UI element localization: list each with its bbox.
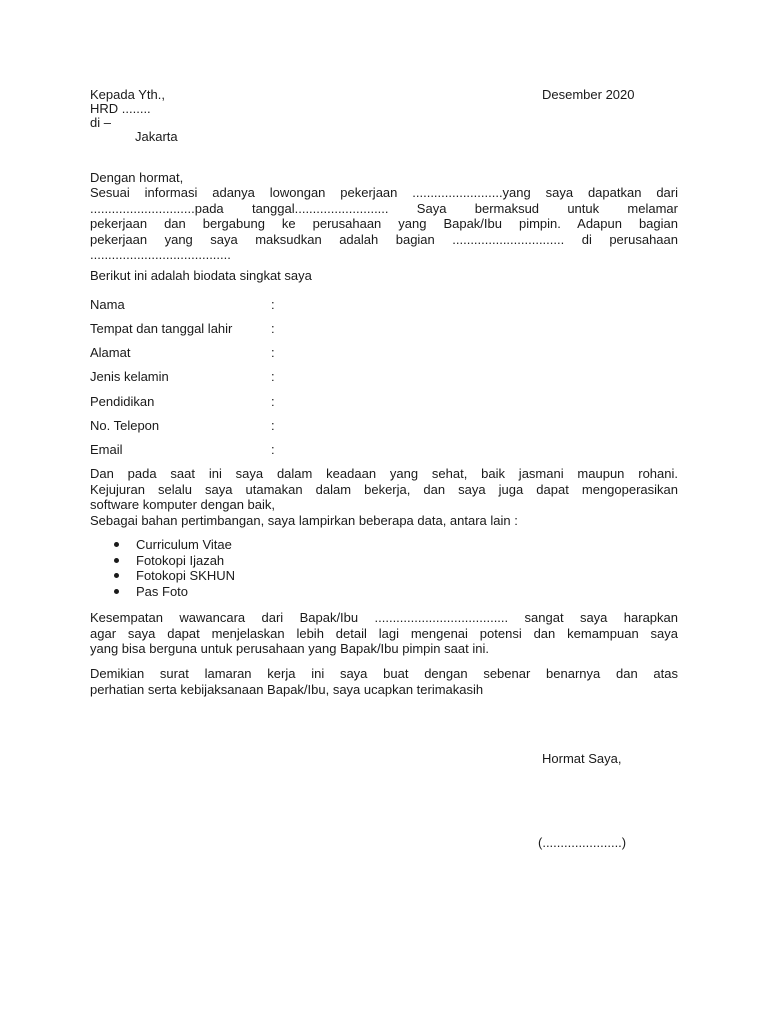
paragraph-line: Sebagai bahan pertimbangan, saya lampirkan beberapa data, antara lain : [90,512,518,528]
bullet-icon [114,542,119,547]
paragraph-line: pekerjaan yang saya maksudkan adalah bagian ............................... di perusahaan [90,231,678,247]
signature-salutation: Hormat Saya, [542,751,622,766]
biodata-colon: : [271,369,275,384]
greeting: Dengan hormat, [90,170,184,185]
paragraph-line: pekerjaan dan bergabung ke perusahaan yang Bapak/Ibu pimpin. Adapun bagian [90,216,678,231]
paragraph-line: Sesuai informasi adanya lowongan pekerjaan .........................yang saya dapatkan dari [90,185,678,200]
paragraph-line: ....................................... [90,247,231,262]
biodata-label: Jenis kelamin [90,369,169,384]
biodata-intro: Berikut ini adalah biodata singkat saya [90,268,312,283]
recipient-line: HRD ........ [90,101,151,116]
biodata-colon: : [271,394,275,409]
condition-paragraph [90,466,678,528]
biodata-label: No. Telepon [90,418,160,433]
attachment-label: Curriculum Vitae [136,537,232,552]
letter-date: Desember 2020 [542,87,635,102]
biodata-label: Pendidikan [90,394,155,409]
signature-name-placeholder: (......................) [538,835,627,850]
paragraph-line: perhatian serta kebijaksanaan Bapak/Ibu, saya ucapkan terimakasih [90,681,484,697]
biodata-label: Nama [90,297,125,312]
interview-paragraph [90,610,678,657]
recipient-city: Jakarta [135,129,178,144]
recipient-line: Kepada Yth., [90,87,165,102]
intro-paragraph [90,185,678,263]
paragraph-line: .............................pada tanggal.......................... Saya bermaksud untuk melamar [90,200,678,216]
attachment-label: Pas Foto [136,583,189,599]
biodata-colon: : [271,321,275,336]
recipient-line: di – [90,115,111,130]
attachment-label: Fotokopi SKHUN [136,568,235,583]
attachment-label: Fotokopi Ijazah [136,552,225,568]
paragraph-line: software komputer dengan baik, [90,497,275,512]
bullet-icon [114,573,119,578]
closing-paragraph [90,666,678,697]
paragraph-line: Demikian surat lamaran kerja ini saya buat dengan sebenar benarnya dan atas [90,666,678,681]
paragraph-line: Dan pada saat ini saya dalam keadaan yang sehat, baik jasmani maupun rohani. [90,466,678,481]
bullet-icon [114,558,119,563]
bullet-icon [114,589,119,594]
paragraph-line: yang bisa berguna untuk perusahaan yang Bapak/Ibu pimpin saat ini. [90,641,489,656]
biodata-label: Tempat dan tanggal lahir [90,321,233,336]
biodata-colon: : [271,297,275,312]
paragraph-line: Kejujuran selalu saya utamakan dalam bekerja, dan saya juga dapat mengoperasikan [90,481,678,497]
biodata-colon: : [271,345,275,360]
biodata-label: Alamat [90,345,131,360]
biodata-label: Email [90,442,123,457]
biodata-colon: : [271,442,275,457]
paragraph-line: agar saya dapat menjelaskan lebih detail lagi mengenai potensi dan kemampuan saya [90,625,678,641]
biodata-colon: : [271,418,275,433]
paragraph-line: Kesempatan wawancara dari Bapak/Ibu ..................................... sangat saya harapkan [90,610,678,625]
